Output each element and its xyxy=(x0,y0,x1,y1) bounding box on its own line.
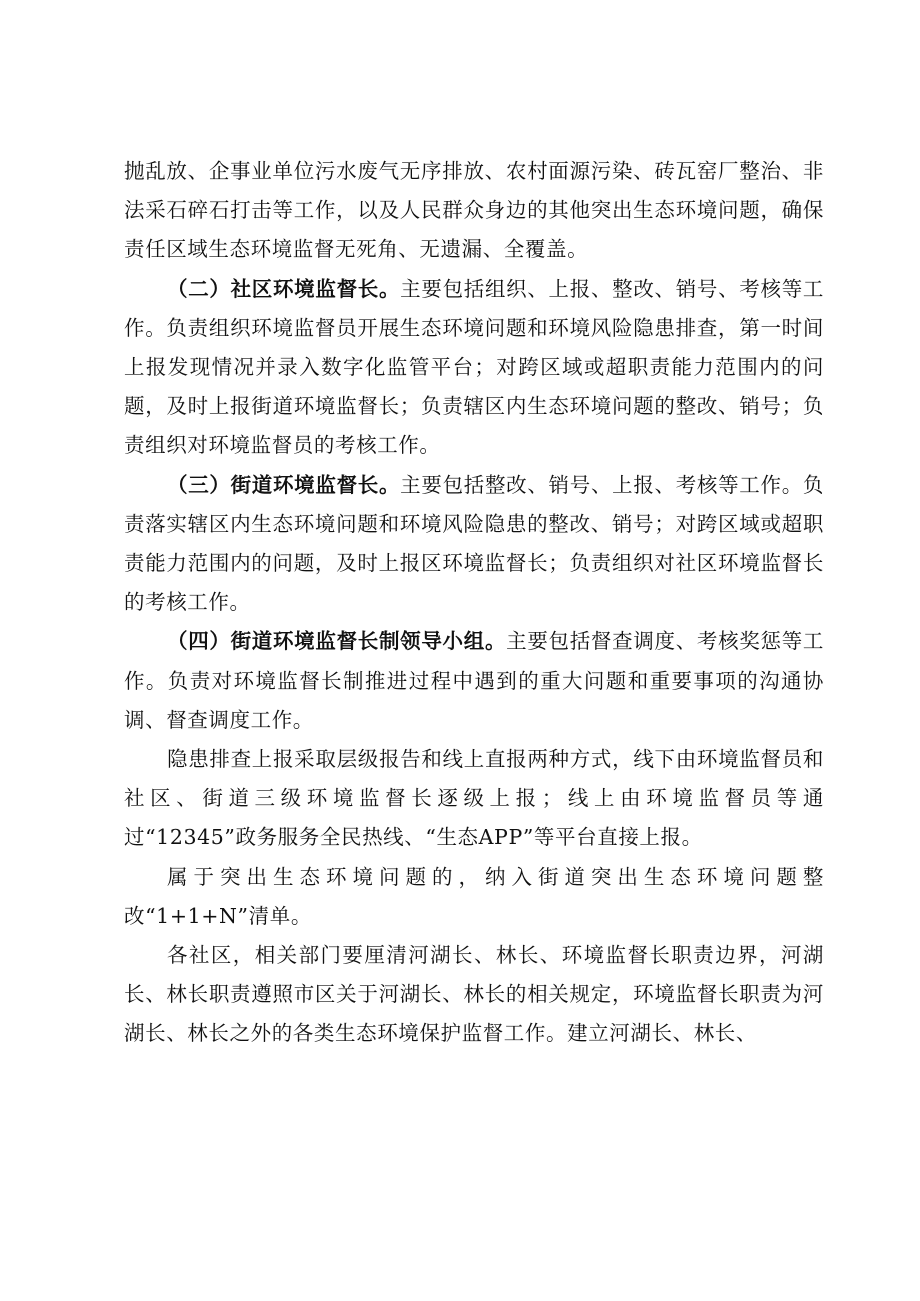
paragraph-text: 隐患排查上报采取层级报告和线上直报两种方式，线下由环境监督员和社区、街道三级环境监督长逐级上报；线上由环境监督员等通过“12345”政务服务全民热线、“生态APP”等平台直接上报。 xyxy=(124,747,824,850)
section-heading: （二）社区环境监督长。 xyxy=(167,276,401,301)
paragraph-community-supervisor xyxy=(124,270,824,466)
section-heading: （三）街道环境监督长。 xyxy=(167,472,401,497)
paragraph-street-supervisor xyxy=(124,466,824,623)
paragraph-leading-group xyxy=(124,622,824,740)
paragraph-text: 主要包括组织、上报、整改、销号、考核等工作。负责组织环境监督员开展生态环境问题和环境风险隐患排查，第一时间上报发现情况并录入数字化监管平台；对跨区域或超职责能力范围内的问题，及时上报街道环境监督长；负责辖区内生态环境问题的整改、销号；负责组织对环境监督员的考核工作。 xyxy=(124,276,825,458)
paragraph-reporting-methods xyxy=(124,740,824,858)
paragraph-text: 属于突出生态环境问题的，纳入街道突出生态环境问题整改“1+1+N”清单。 xyxy=(124,864,824,928)
paragraph-responsibility-boundaries xyxy=(124,936,824,1054)
paragraph-text: 各社区，相关部门要厘清河湖长、林长、环境监督长职责边界，河湖长、林长职责遵照市区关于河湖长、林长的相关规定，环境监督长职责为河湖长、林长之外的各类生态环境保护监督工作。建立河湖长、林长、 xyxy=(124,943,824,1046)
document-body xyxy=(124,152,824,1054)
paragraph-rectification-list xyxy=(124,858,824,936)
paragraph-text: 主要包括督查调度、考核奖惩等工作。负责对环境监督长制推进过程中遇到的重大问题和重要事项的沟通协调、督查调度工作。 xyxy=(124,629,824,732)
paragraph-text: 抛乱放、企事业单位污水废气无序排放、农村面源污染、砖瓦窑厂整治、非法采石碎石打击等工作，以及人民群众身边的其他突出生态环境问题，确保责任区域生态环境监督无死角、无遗漏、全覆盖。 xyxy=(124,159,824,262)
paragraph-continuation xyxy=(124,152,824,270)
section-heading: （四）街道环境监督长制领导小组。 xyxy=(167,629,507,654)
paragraph-text: 主要包括整改、销号、上报、考核等工作。负责落实辖区内生态环境问题和环境风险隐患的整改、销号；对跨区域或超职责能力范围内的问题，及时上报区环境监督长；负责组织对社区环境监督长的考核工作。 xyxy=(124,472,825,615)
